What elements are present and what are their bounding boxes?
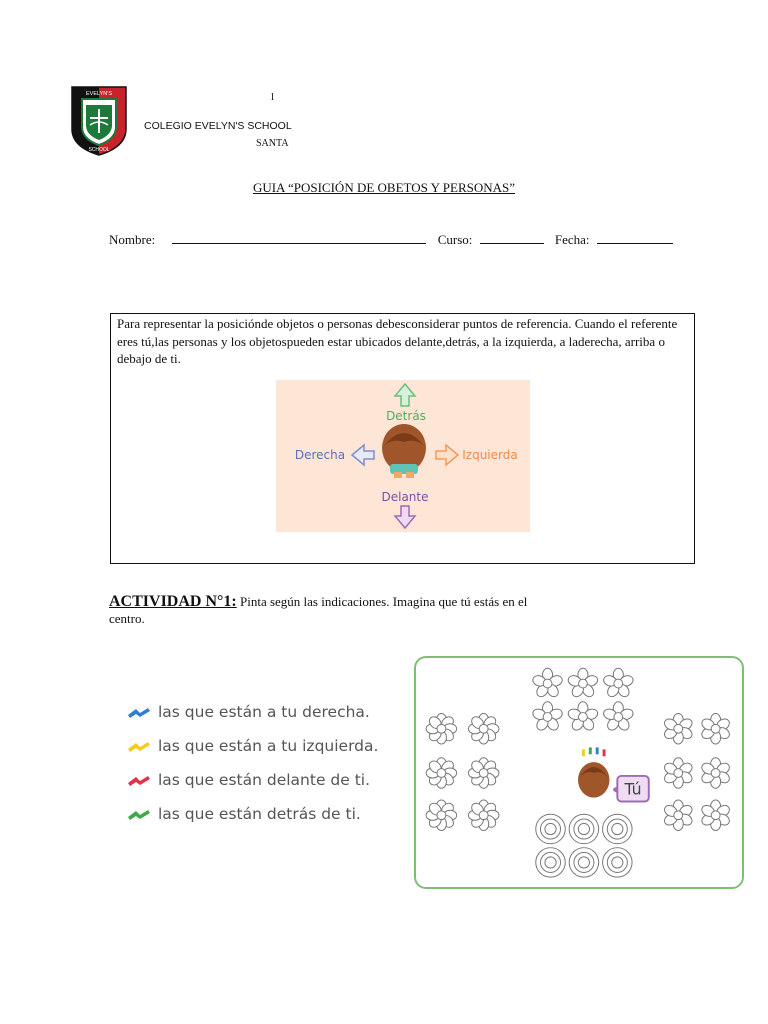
student-fields — [109, 232, 673, 248]
daisy-flower-icon[interactable] — [426, 714, 457, 745]
star-flower-icon[interactable] — [531, 668, 563, 699]
date-label: Fecha: — [554, 232, 590, 247]
round-flower-icon[interactable] — [700, 758, 731, 789]
intro-text: Para representar la posiciónde objetos o personas debesconsiderar puntos de referencia. Cuando el referente eres tú,las personas y los objetospueden estar ubicados delante,detrás, a la izquierda, a laderecha, arriba o debajo de ti. — [117, 316, 678, 366]
daisy-flower-icon[interactable] — [468, 714, 499, 745]
round-flower-icon[interactable] — [663, 758, 694, 789]
rose-flower-icon[interactable] — [603, 848, 632, 877]
paint-stroke-icon — [126, 705, 152, 719]
daisy-flower-icon[interactable] — [426, 800, 457, 831]
legend-text: las que están delante de ti. — [158, 771, 371, 789]
legend-item — [126, 695, 378, 729]
rose-flower-icon[interactable] — [536, 814, 565, 843]
direction-diagram — [276, 380, 530, 532]
daisy-flower-icon[interactable] — [426, 758, 457, 789]
paint-stroke-icon — [126, 773, 152, 787]
activity-1 — [109, 593, 549, 627]
star-flower-icon[interactable] — [602, 668, 634, 699]
rose-flower-icon[interactable] — [536, 848, 565, 877]
school-crest-logo — [70, 85, 128, 157]
star-flower-icon[interactable] — [602, 702, 634, 733]
label-delante: Delante — [381, 490, 429, 504]
star-flower-icon[interactable] — [567, 702, 599, 733]
daisy-flower-icon[interactable] — [468, 758, 499, 789]
name-label: Nombre: — [109, 232, 156, 247]
round-flower-icon[interactable] — [663, 800, 694, 831]
round-flower-icon[interactable] — [663, 714, 694, 745]
svg-text:SCHOOL: SCHOOL — [88, 147, 110, 153]
rose-flower-icon[interactable] — [569, 848, 598, 877]
daisy-flower-icon[interactable] — [468, 800, 499, 831]
legend-text: las que están detrás de ti. — [158, 805, 361, 823]
legend-item — [126, 729, 378, 763]
course-field[interactable] — [480, 232, 544, 244]
page-title: GUIA “POSICIÓN DE OBETOS Y PERSONAS” — [252, 180, 516, 195]
label-izquierda: Izquierda — [462, 448, 518, 462]
rose-flower-icon[interactable] — [603, 814, 632, 843]
legend-text: las que están a tu derecha. — [158, 703, 370, 721]
paint-stroke-icon — [126, 739, 152, 753]
header-mark: l — [271, 91, 275, 103]
legend-item — [126, 797, 378, 831]
course-label: Curso: — [437, 232, 473, 247]
star-flower-icon[interactable] — [567, 668, 599, 699]
paint-stroke-icon — [126, 807, 152, 821]
star-flower-icon[interactable] — [531, 702, 563, 733]
you-label: Tú — [624, 779, 642, 799]
activity-heading: ACTIVIDAD N°1: — [109, 593, 237, 610]
label-detras: Detrás — [386, 409, 426, 423]
round-flower-icon[interactable] — [700, 714, 731, 745]
date-field[interactable] — [597, 232, 673, 244]
svg-text:EVELYN'S: EVELYN'S — [85, 91, 113, 97]
school-name: COLEGIO EVELYN'S SCHOOL — [144, 120, 292, 132]
name-field[interactable] — [172, 232, 426, 244]
legend-item — [126, 763, 378, 797]
flower-grid — [414, 656, 744, 889]
round-flower-icon[interactable] — [700, 800, 731, 831]
label-derecha: Derecha — [294, 448, 346, 462]
school-city: SANTA — [256, 138, 289, 149]
legend-text: las que están a tu izquierda. — [158, 737, 379, 755]
color-legend — [126, 695, 378, 831]
activity-instruction: Pinta según las indicaciones. Imagina que tú estás en el centro. — [109, 594, 528, 626]
rose-flower-icon[interactable] — [569, 814, 598, 843]
